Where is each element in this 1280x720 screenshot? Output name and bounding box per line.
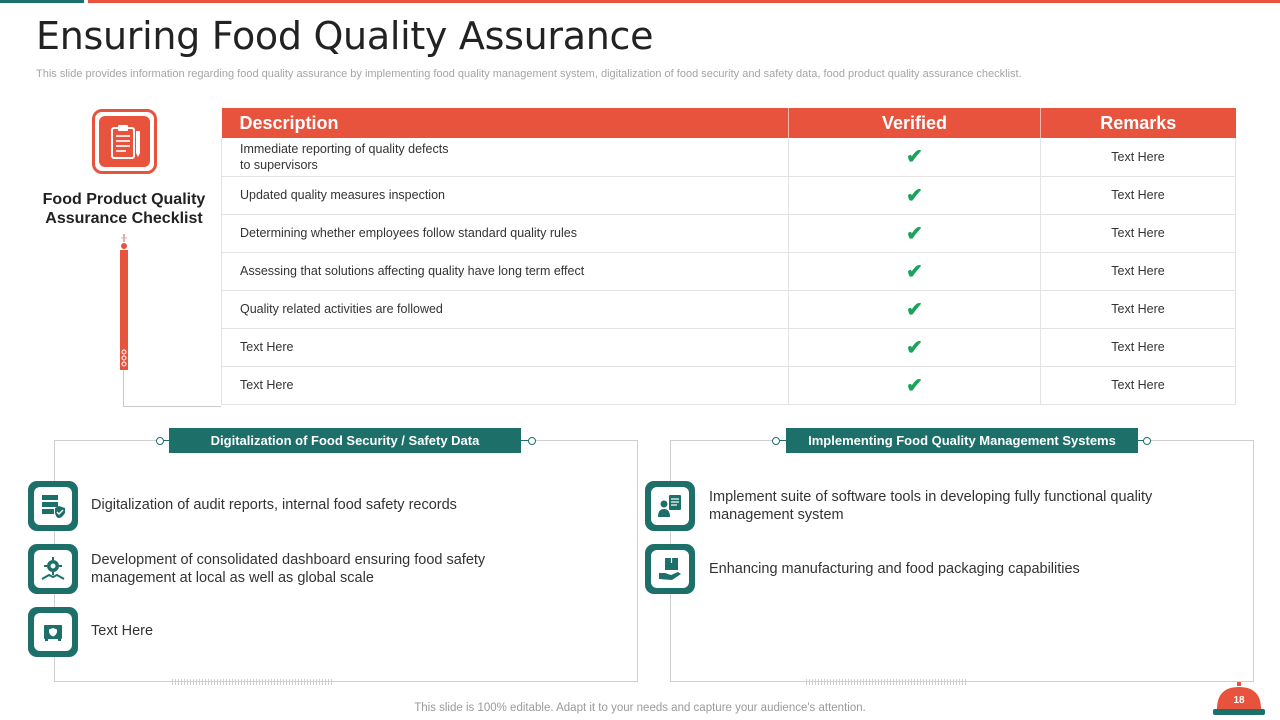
row-description: Determining whether employees follow standard quality rules xyxy=(222,214,789,252)
clipboard-icon xyxy=(92,109,157,174)
column-header-description: Description xyxy=(222,108,789,138)
footer-note: This slide is 100% editable. Adapt it to your needs and capture your audience's attention. xyxy=(414,702,866,714)
management-item-2: Enhancing manufacturing and food packaging capabilities xyxy=(709,561,1080,577)
check-icon: ✔ xyxy=(789,290,1041,328)
gear-hand-icon xyxy=(28,544,78,594)
check-icon: ✔ xyxy=(789,138,1041,176)
checklist-table xyxy=(221,108,1236,405)
column-header-verified: Verified xyxy=(789,108,1041,138)
connector-dot xyxy=(1143,437,1151,445)
row-remarks: Text Here xyxy=(1041,328,1236,366)
top-accent-teal xyxy=(0,0,84,3)
row-description: Immediate reporting of quality defects to supervisors xyxy=(222,138,789,176)
checklist-label: Food Product Quality Assurance Checklist xyxy=(42,191,206,227)
slide-subtitle: This slide provides information regarding food quality assurance by implementing food quality management system, digitalization of food security and safety data, food product quality assurance checklist. xyxy=(36,68,1022,80)
ruler-decoration xyxy=(806,679,966,685)
box-hand-icon xyxy=(645,544,695,594)
row-description: Quality related activities are followed xyxy=(222,290,789,328)
table-header-row xyxy=(222,108,1236,138)
management-header: Implementing Food Quality Management Systems xyxy=(786,428,1138,453)
table-row xyxy=(222,328,1236,366)
digitalization-item-3: Text Here xyxy=(91,623,154,639)
row-remarks: Text Here xyxy=(1041,138,1236,176)
row-remarks: Text Here xyxy=(1041,214,1236,252)
management-item-1: Implement suite of software tools in developing fully functional quality management system xyxy=(709,489,1153,523)
digitalization-item-1: Digitalization of audit reports, internal food safety records xyxy=(91,497,457,513)
slide-title: Ensuring Food Quality Assurance xyxy=(36,14,654,58)
table-row xyxy=(222,214,1236,252)
digitalization-item-2: Development of consolidated dashboard ensuring food safety management at local as well as global scale xyxy=(91,552,486,586)
server-shield-icon xyxy=(28,481,78,531)
table-row xyxy=(222,366,1236,404)
safe-icon xyxy=(28,607,78,657)
table-row xyxy=(222,290,1236,328)
row-remarks: Text Here xyxy=(1041,366,1236,404)
user-checklist-icon xyxy=(645,481,695,531)
row-remarks: Text Here xyxy=(1041,252,1236,290)
table-row xyxy=(222,176,1236,214)
check-icon: ✔ xyxy=(789,366,1041,404)
connector-dot xyxy=(528,437,536,445)
connector-dot xyxy=(156,437,164,445)
table-row xyxy=(222,252,1236,290)
digitalization-header: Digitalization of Food Security / Safety Data xyxy=(169,428,521,453)
page-number: 18 xyxy=(1233,695,1245,706)
connector-line xyxy=(123,406,221,407)
ruler-decoration xyxy=(172,679,332,685)
top-accent-orange xyxy=(88,0,1280,3)
check-icon: ✔ xyxy=(789,328,1041,366)
table-row xyxy=(222,138,1236,176)
connector-line xyxy=(123,370,124,406)
row-description: Text Here xyxy=(222,328,789,366)
column-header-remarks: Remarks xyxy=(1041,108,1236,138)
check-icon: ✔ xyxy=(789,252,1041,290)
row-remarks: Text Here xyxy=(1041,176,1236,214)
check-icon: ✔ xyxy=(789,214,1041,252)
row-description: Text Here xyxy=(222,366,789,404)
connector-dot xyxy=(772,437,780,445)
check-icon: ✔ xyxy=(789,176,1041,214)
row-description: Assessing that solutions affecting quality have long term effect xyxy=(222,252,789,290)
pencil-icon xyxy=(118,234,130,370)
row-description: Updated quality measures inspection xyxy=(222,176,789,214)
row-remarks: Text Here xyxy=(1041,290,1236,328)
